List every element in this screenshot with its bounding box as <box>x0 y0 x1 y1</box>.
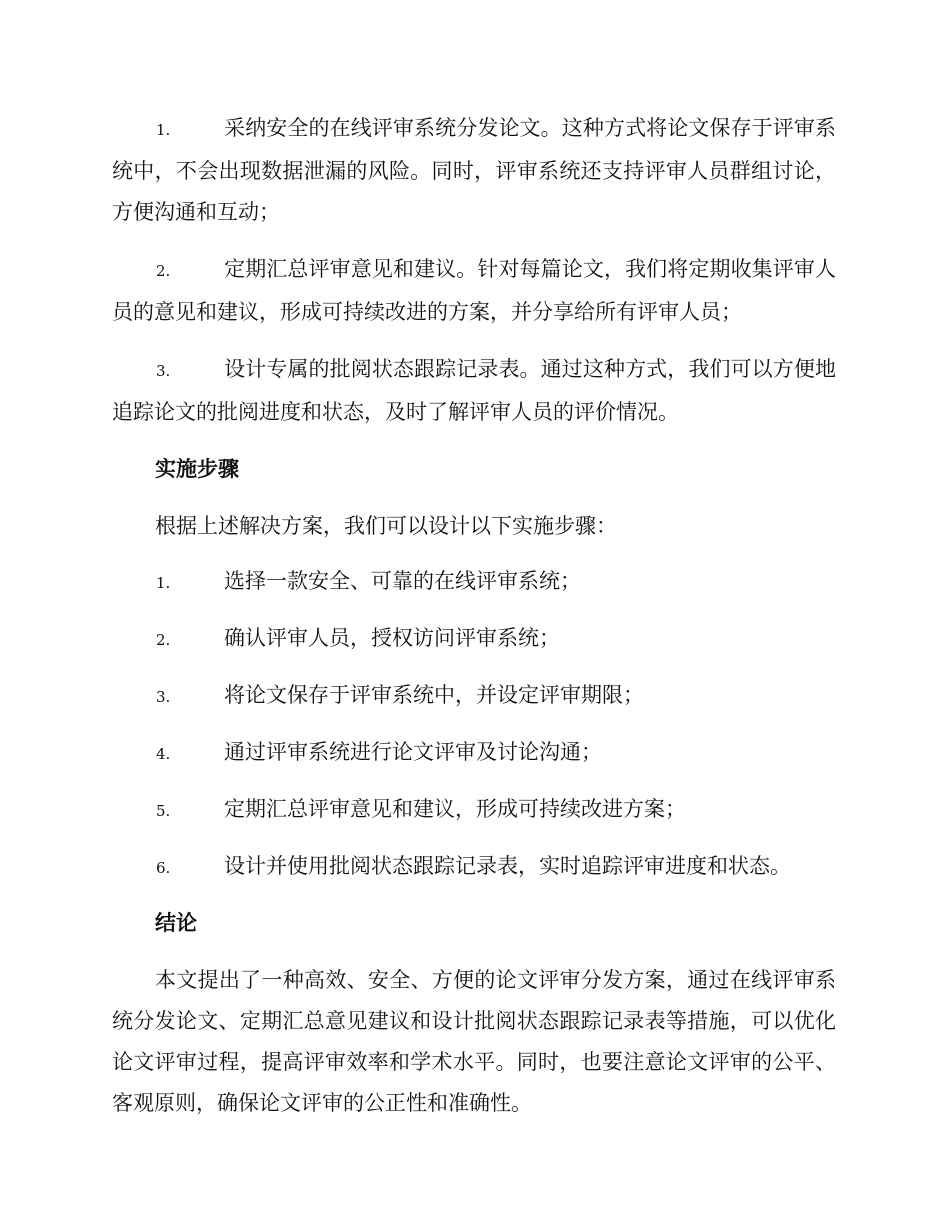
list-item <box>112 108 836 233</box>
list-text: 通过评审系统进行论文评审及讨论沟通； <box>224 740 602 764</box>
list-number: 2. <box>156 262 171 280</box>
list-item <box>112 732 836 775</box>
list-text: 设计并使用批阅状态跟踪记录表，实时追踪评审进度和状态。 <box>224 854 791 878</box>
list-number: 1. <box>156 574 171 592</box>
conclusion-paragraph: 本文提出了一种高效、安全、方便的论文评审分发方案，通过在线评审系统分发论文、定期汇总意见建议和设计批阅状态跟踪记录表等措施，可以优化论文评审过程，提高评审效率和学术水平。同时，也要注意论文评审的公平、客观原则，确保论文评审的公正性和准确性。 <box>112 968 836 1115</box>
list-item <box>112 249 836 333</box>
section-heading-conclusion: 结论 <box>155 911 197 935</box>
list-text: 选择一款安全、可靠的在线评审系统； <box>224 569 581 593</box>
list-item <box>112 561 836 604</box>
list-number: 6. <box>156 859 171 877</box>
list-number: 2. <box>156 631 171 649</box>
list-text: 定期汇总评审意见和建议，形成可持续改进方案； <box>224 797 686 821</box>
list-text: 确认评审人员，授权访问评审系统； <box>224 626 560 650</box>
list-number: 1. <box>156 121 171 139</box>
list-item <box>112 675 836 718</box>
list-number: 5. <box>156 802 171 820</box>
list-item <box>112 846 836 889</box>
section-intro: 根据上述解决方案，我们可以设计以下实施步骤： <box>155 514 617 538</box>
list-text: 设计专属的批阅状态跟踪记录表。通过这种方式，我们可以方便地追踪论文的批阅进度和状态，及时了解评审人员的评价情况。 <box>112 357 836 424</box>
list-item <box>112 789 836 832</box>
list-text: 采纳安全的在线评审系统分发论文。这种方式将论文保存于评审系统中，不会出现数据泄漏的风险。同时，评审系统还支持评审人员群组讨论，方便沟通和互动； <box>112 116 836 224</box>
section-heading-implementation: 实施步骤 <box>155 457 239 481</box>
list-item <box>112 349 836 433</box>
list-number: 4. <box>156 745 171 763</box>
list-number: 3. <box>156 688 171 706</box>
list-number: 3. <box>156 362 171 380</box>
list-text: 将论文保存于评审系统中，并设定评审期限； <box>224 683 644 707</box>
list-text: 定期汇总评审意见和建议。针对每篇论文，我们将定期收集评审人员的意见和建议，形成可持续改进的方案，并分享给所有评审人员； <box>112 257 836 324</box>
document-content <box>112 108 836 1140</box>
list-item <box>112 618 836 661</box>
